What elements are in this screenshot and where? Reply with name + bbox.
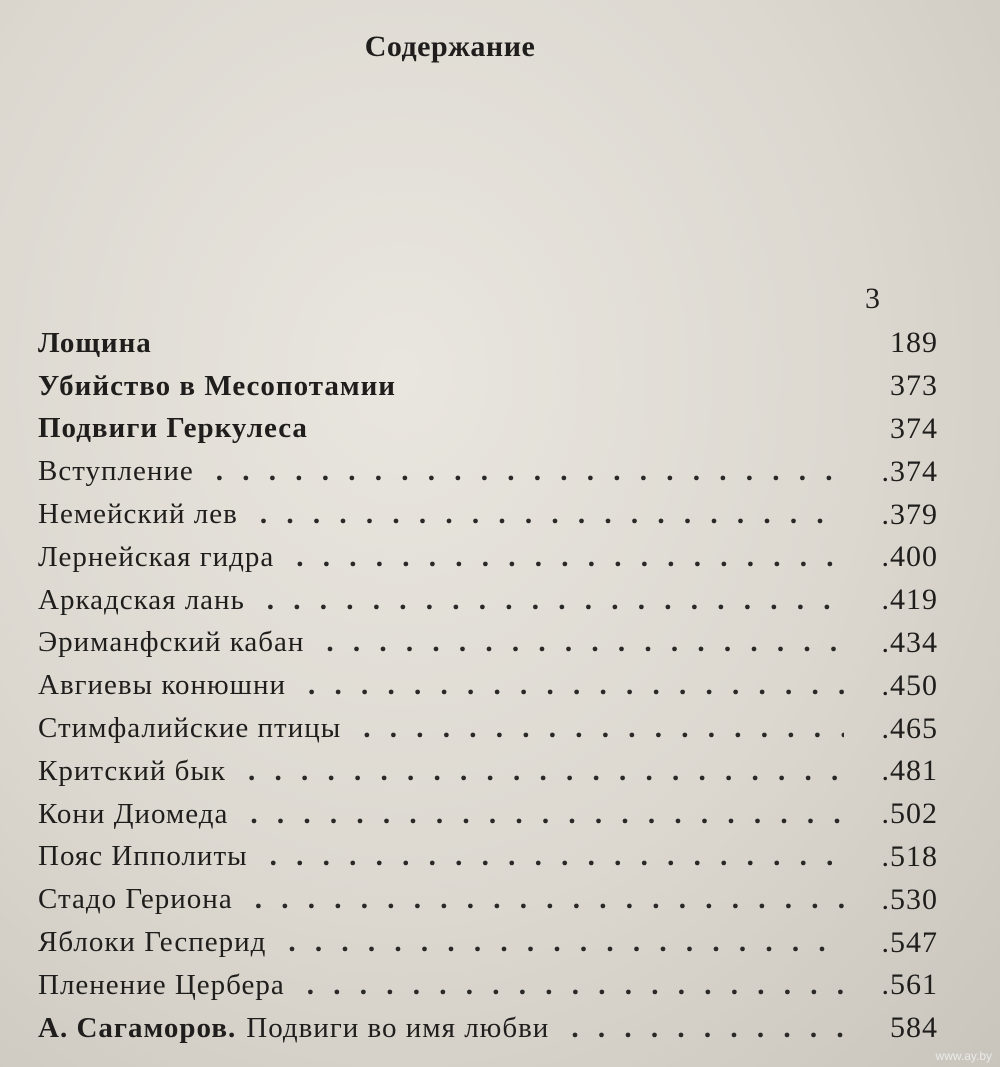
dot-leader — [363, 712, 844, 745]
toc-entry-title: Лощина — [38, 326, 152, 359]
toc-entry-page: .434 — [881, 625, 938, 659]
toc-entry-title: Пояс Ипполиты — [38, 840, 248, 873]
dot-leader — [288, 926, 844, 959]
toc-entry — [38, 964, 938, 1007]
toc-entry-page: 374 — [890, 411, 938, 445]
toc-entry — [38, 536, 938, 579]
dot-leader — [216, 455, 844, 488]
toc-entry-page: .518 — [881, 839, 938, 873]
toc-entry-page: .379 — [881, 497, 938, 531]
dot-leader — [248, 755, 844, 788]
toc-entry — [38, 750, 938, 793]
table-of-contents — [38, 322, 938, 1050]
toc-entry-title: Эриманфский кабан — [38, 626, 305, 659]
toc-entry-page: 373 — [890, 369, 938, 403]
toc-entry-page: .465 — [881, 711, 938, 745]
toc-entry-page: 189 — [890, 326, 938, 360]
toc-entry-page: .450 — [881, 668, 938, 702]
toc-entry-title: Аркадская лань — [38, 583, 245, 616]
toc-entry-page: .374 — [881, 454, 938, 488]
toc-entry — [38, 408, 938, 451]
toc-entry-page: .419 — [881, 583, 938, 617]
toc-entry-title: Подвиги Геркулеса — [38, 412, 308, 445]
toc-entry — [38, 622, 938, 665]
toc-entry-page: .400 — [881, 540, 938, 574]
toc-entry — [38, 493, 938, 536]
toc-entry-title: Лернейская гидра — [38, 540, 275, 573]
toc-entry — [38, 579, 938, 622]
toc-entry-page: .530 — [881, 882, 938, 916]
toc-entry-title: Критский бык — [38, 754, 226, 787]
toc-entry-title: Пленение Цербера — [38, 968, 285, 1001]
toc-entry-title: Яблоки Гесперид — [38, 926, 267, 959]
dot-leader — [571, 1012, 844, 1045]
toc-entry-title: Немейский лев — [38, 498, 238, 531]
toc-entry-title: Авгиевы конюшни — [38, 669, 287, 702]
dot-leader — [326, 626, 844, 659]
toc-entry-page: .547 — [881, 925, 938, 959]
toc-entry — [38, 365, 938, 408]
toc-entry — [38, 450, 938, 493]
toc-entry — [38, 836, 938, 879]
toc-entry-title: Стимфалийские птицы — [38, 712, 342, 745]
dot-leader — [308, 669, 844, 702]
toc-entry-page: 584 — [890, 1011, 938, 1045]
dot-leader — [296, 541, 844, 574]
toc-entry-page: .481 — [881, 754, 938, 788]
toc-entry-author: А. Сагаморов. — [38, 1011, 237, 1044]
toc-entry — [38, 921, 938, 964]
dot-leader — [255, 883, 844, 916]
dot-leader — [270, 840, 844, 873]
toc-entry-page: .561 — [881, 968, 938, 1002]
dot-leader — [267, 584, 844, 617]
toc-entry — [38, 878, 938, 921]
toc-entry-title: Стадо Гериона — [38, 883, 233, 916]
dot-leader — [307, 969, 844, 1002]
page-title: Содержание — [364, 30, 536, 63]
toc-entry — [38, 664, 938, 707]
toc-entry-title: Убийство в Месопотамии — [38, 369, 397, 402]
first-entry-page-number: 3 — [865, 282, 880, 315]
toc-entry-title: Подвиги во имя любви — [246, 1011, 550, 1044]
dot-leader — [250, 798, 844, 831]
toc-entry — [38, 322, 938, 365]
toc-entry-afterword — [38, 1007, 938, 1050]
toc-entry — [38, 793, 938, 836]
toc-entry-page: .502 — [881, 797, 938, 831]
watermark: www.ay.by — [935, 1049, 992, 1063]
dot-leader — [260, 498, 844, 531]
toc-entry-title: Кони Диомеда — [38, 797, 229, 830]
toc-entry — [38, 707, 938, 750]
toc-entry-title: Вступление — [38, 455, 194, 488]
